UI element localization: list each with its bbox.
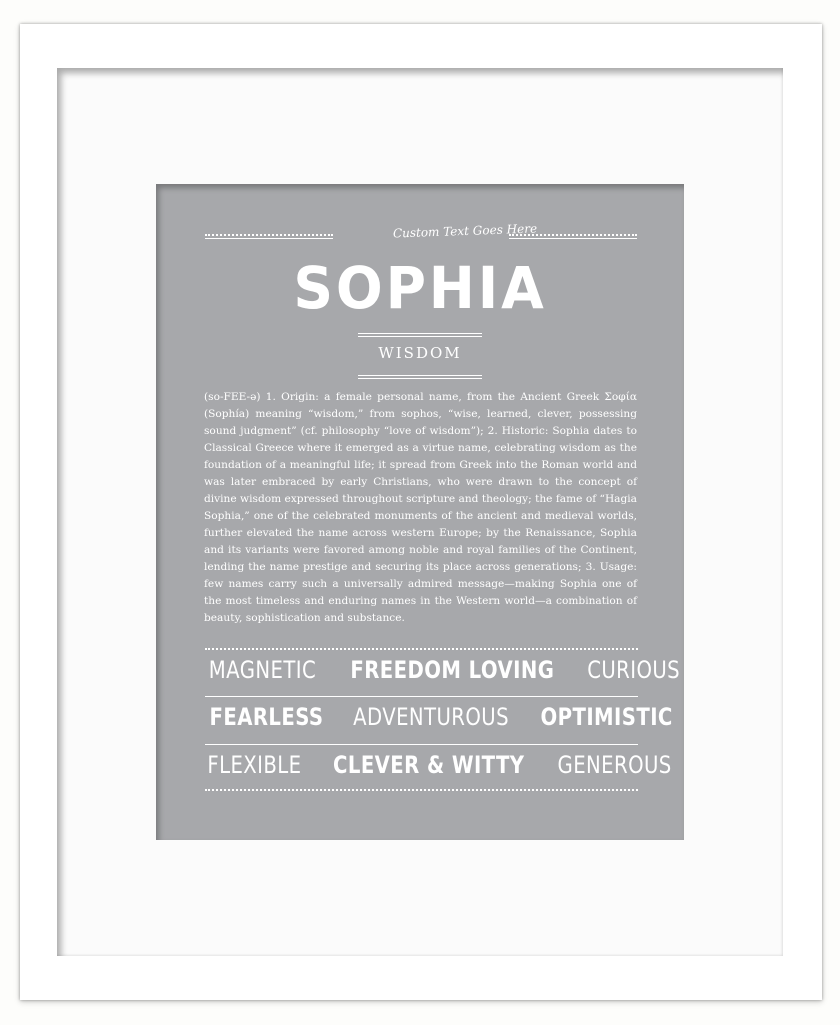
trait: FEARLESS — [209, 703, 324, 731]
trait: CLEVER & WITTY — [332, 751, 525, 779]
meaning-label: WISDOM — [378, 344, 462, 362]
trait: FLEXIBLE — [207, 751, 302, 779]
custom-text-row — [205, 222, 637, 242]
trait-row-divider-2 — [205, 744, 638, 745]
meaning-bottom-rule-1 — [358, 375, 482, 376]
name-definition: (so-FEE-ə) 1. Origin: a female personal name, from the Ancient Greek Σοφία (Sophía) meaning “wisdom,” from sophos, “wise, learned, clever, possessing sound judgment” (cf. philosophy “love of wisdom”); 2. Historic: Sophia dates to Classical Greece where it emerged as a virtue name, celebrating wisdom as the foundation of a meaningful life; it spread from Greek into the Roman world and was later embraced by early Christians, who were drawn to the concept of divine wisdom expressed throughout scripture and theology; the fame of “Hagia Sophia,” one of the celebrated monuments of the ancient and medieval worlds, further elevated the name across western Europe; by the Renaissance, Sophia and its variants were favored among noble and royal families of the Continent, lending the name prestige and securing its place across generations; 3. Usage: few names carry such a universally admired message—making Sophia one of the most timeless and enduring names in the Western world—a combination of beauty, sophistication and substance. — [204, 391, 637, 624]
trait: FREEDOM LOVING — [350, 656, 555, 684]
traits-bottom-dotted-divider — [205, 789, 638, 791]
trait-row-divider-1 — [205, 696, 638, 697]
trait-row-2 — [205, 703, 673, 737]
trait-row-3 — [205, 751, 673, 785]
trait: CURIOUS — [586, 656, 680, 684]
trait: ADVENTUROUS — [353, 703, 510, 731]
right-solid-divider — [509, 238, 637, 239]
custom-text: Custom Text Goes Here — [392, 221, 538, 241]
meaning-bottom-rule-2 — [358, 378, 482, 379]
right-dotted-divider — [509, 234, 637, 236]
name-title: SOPHIA — [293, 254, 547, 322]
trait: MAGNETIC — [208, 656, 317, 684]
meaning-top-rule-2 — [358, 336, 482, 337]
trait: GENEROUS — [557, 751, 673, 779]
name-print — [156, 184, 684, 840]
trait-row-1 — [205, 656, 680, 690]
left-solid-divider — [205, 238, 333, 239]
left-dotted-divider — [205, 234, 333, 236]
traits-top-dotted-divider — [205, 648, 638, 650]
meaning-top-rule-1 — [358, 333, 482, 334]
trait: OPTIMISTIC — [540, 703, 673, 731]
